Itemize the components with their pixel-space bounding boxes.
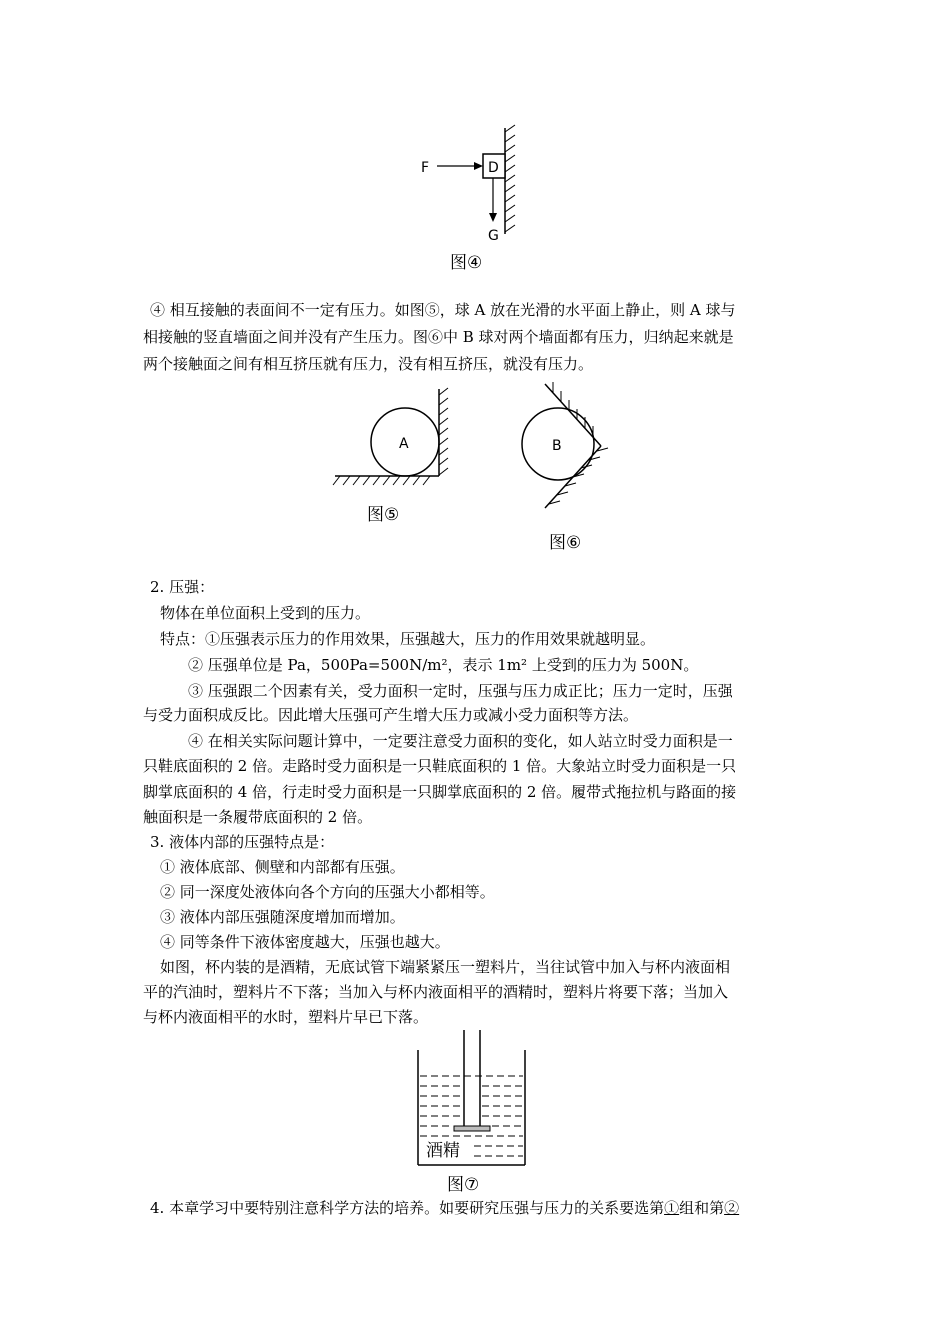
liquid-label: 酒精: [426, 1141, 460, 1161]
figure-4-caption: 图④: [450, 253, 483, 273]
figure-5-caption: 图⑤: [367, 505, 400, 525]
figure-7-caption: 图⑦: [447, 1175, 480, 1195]
section-3-item-4: ④ 同等条件下液体密度越大，压强也越大。: [160, 933, 450, 951]
section-4-text: 4. 本章学习中要特别注意科学方法的培养。如要研究压强与压力的关系要选第: [150, 1199, 665, 1217]
figure-6-diagram: [515, 380, 625, 520]
weight-label: G: [488, 228, 499, 244]
section-3-item-1: ① 液体底部、侧壁和内部都有压强。: [160, 858, 405, 876]
section-3-example-line-3: 与杯内液面相平的水时，塑料片早已下落。: [143, 1008, 429, 1026]
ball-b-label: B: [552, 438, 562, 454]
section-3-item-2: ② 同一深度处液体向各个方向的压强大小都相等。: [160, 883, 495, 901]
section-2-definition: 物体在单位面积上受到的压力。: [160, 604, 371, 622]
section-2-feature-3-line-2: 与受力面积成反比。因此增大压强可产生增大压力或减小受力面积等方法。: [143, 706, 639, 724]
ball-a-label: A: [399, 436, 409, 452]
figure-7-diagram: [412, 1030, 534, 1168]
block-label: D: [488, 160, 499, 176]
section-2-feature-4-line-2: 只鞋底面积的 2 倍。走路时受力面积是一只鞋底面积的 1 倍。大象站立时受力面积是一只: [143, 757, 737, 775]
figure-6-caption: 图⑥: [549, 533, 582, 553]
figure-4-diagram: [415, 122, 530, 247]
section-3-example-line-2: 平的汽油时，塑料片不下落；当加入与杯内液面相平的酒精时，塑料片将要下落；当加入: [143, 983, 729, 1001]
section-4-mark-1: ①: [664, 1199, 680, 1217]
p1-line-2: 相接触的竖直墙面之间并没有产生压力。图⑥中 B 球对两个墙面都有压力，归纳起来就是: [143, 328, 734, 346]
p1-line-1: ④ 相互接触的表面间不一定有压力。如图⑤，球 A 放在光滑的水平面上静止，则 A 球与: [150, 301, 736, 319]
section-3-example-line-1: 如图，杯内装的是酒精，无底试管下端紧紧压一塑料片，当往试管中加入与杯内液面相: [160, 958, 731, 976]
section-3-item-3: ③ 液体内部压强随深度增加而增加。: [160, 908, 405, 926]
section-2-feature-4-line-3: 脚掌底面积的 4 倍，行走时受力面积是一只脚掌底面积的 2 倍。履带式拖拉机与路面的接: [143, 783, 737, 801]
section-2-feature-4-line-1: ④ 在相关实际问题计算中，一定要注意受力面积的变化，如人站立时受力面积是一: [188, 732, 733, 750]
force-label: F: [421, 160, 430, 176]
figure-5-diagram: [330, 385, 462, 495]
section-2-feature-3-line-1: ③ 压强跟二个因素有关，受力面积一定时，压强与压力成正比；压力一定时，压强: [188, 682, 733, 700]
section-2-feature-2: ② 压强单位是 Pa，500Pa=500N/m²，表示 1m² 上受到的压力为 500N。: [188, 656, 699, 674]
section-4-mid: 组和第: [679, 1199, 725, 1217]
section-4-mark-2: ②: [724, 1199, 740, 1217]
section-4-line: [150, 1198, 739, 1218]
section-2-feature-1: 特点：①压强表示压力的作用效果，压强越大，压力的作用效果就越明显。: [160, 630, 656, 648]
section-3-heading: 3. 液体内部的压强特点是：: [150, 833, 335, 851]
section-2-heading: 2. 压强：: [150, 578, 215, 596]
p1-line-3: 两个接触面之间有相互挤压就有压力，没有相互挤压，就没有压力。: [143, 355, 594, 373]
section-2-feature-4-line-4: 触面积是一条履带底面积的 2 倍。: [143, 808, 373, 826]
